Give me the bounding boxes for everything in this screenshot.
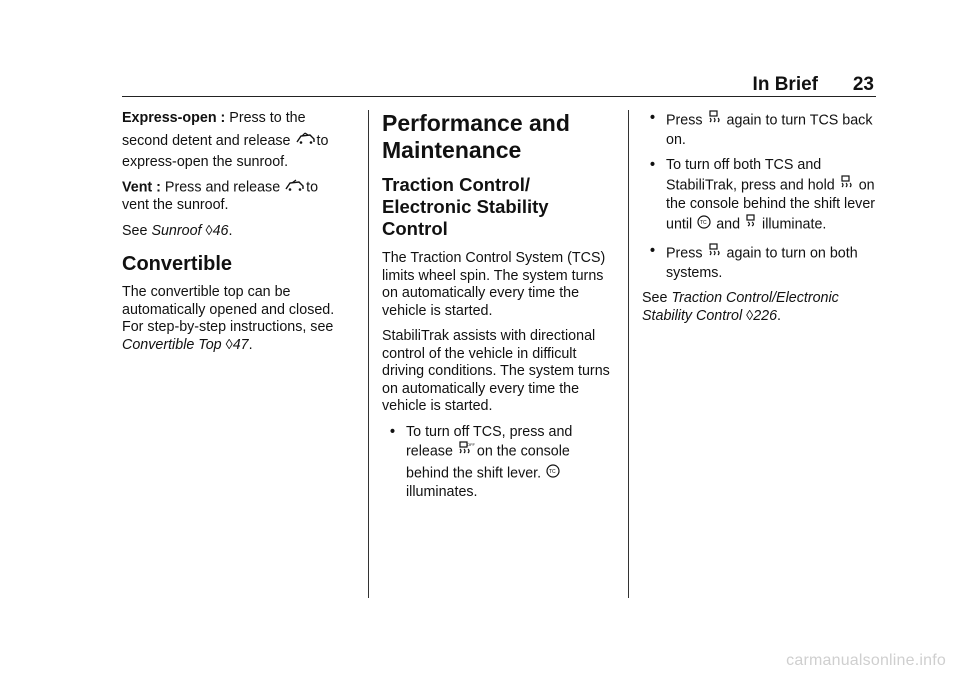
column-divider — [628, 110, 629, 598]
traction-control-icon — [708, 243, 722, 265]
convertible-heading: Convertible — [122, 253, 233, 276]
traction-control-icon — [840, 175, 854, 197]
column-divider — [368, 110, 369, 598]
watermark: carmanualsonline.info — [786, 652, 946, 669]
performance-heading: Performance and Maintenance — [382, 110, 570, 163]
sunroof-express-icon — [296, 132, 316, 150]
column-middle — [382, 110, 614, 510]
convertible-reference[interactable]: Convertible Top ◊47 — [122, 336, 249, 353]
vent-label: Vent : — [122, 179, 161, 196]
tcs-paragraph: The Traction Control System (TCS) limits wheel spin. The system turns on automatically every time the vehicle is started. — [382, 250, 606, 319]
svg-text:OFF: OFF — [466, 442, 475, 447]
sunroof-vent-icon — [285, 179, 305, 197]
bullet-tcs-on: • Press again to turn TCS back on. — [650, 110, 873, 148]
sunroof-reference[interactable]: See Sunroof ◊46. — [122, 222, 233, 239]
ref-arrow-icon: ◊ — [746, 307, 754, 324]
express-open-label: Express-open : — [122, 110, 226, 126]
tcs-off-icon — [697, 214, 711, 236]
ref-arrow-icon: ◊ — [205, 222, 213, 239]
traction-control-icon — [708, 110, 722, 132]
traction-control-icon — [458, 441, 475, 463]
bullet-both-off: • To turn off both TCS and StabiliTrak, press and hold on the console behind the shift lever until TC and illuminate. — [642, 157, 876, 235]
stabilitrak-paragraph: StabiliTrak assists with directional control of the vehicle in difficult driving conditions. The system turns on automatically every time the vehicle is started. — [382, 328, 610, 414]
svg-text:TC: TC — [549, 468, 556, 475]
traction-control-heading: Traction Control/ Electronic Stability Control — [382, 174, 549, 239]
traction-control-reference[interactable]: See Traction Control/Electronic Stability Control ◊226. — [642, 290, 839, 324]
ref-arrow-icon: ◊ — [225, 336, 233, 353]
stabilitrak-off-icon — [745, 214, 757, 236]
vent-paragraph: Vent : Press and release to vent the sunroof. — [122, 179, 319, 214]
bullet-both-on: • Press again to turn on both systems. — [650, 243, 858, 281]
page-number: 23 — [852, 74, 874, 95]
tcs-off-icon — [546, 463, 560, 485]
bullet-tcs-off: • To turn off TCS, press and release OFF on the console behind the shift lever. TC illuminates. — [390, 423, 573, 500]
page-header — [122, 70, 876, 97]
section-title: In Brief — [752, 74, 818, 95]
express-open-paragraph: Express-open : Press to the second detent and release to express-open the sunroof. — [122, 110, 329, 170]
svg-text:TC: TC — [700, 219, 707, 226]
column-right — [642, 110, 876, 333]
convertible-paragraph: The convertible top can be automatically opened and closed. For step-by-step instructions, see Convertible Top ◊47. — [122, 284, 335, 353]
column-left — [122, 110, 354, 362]
